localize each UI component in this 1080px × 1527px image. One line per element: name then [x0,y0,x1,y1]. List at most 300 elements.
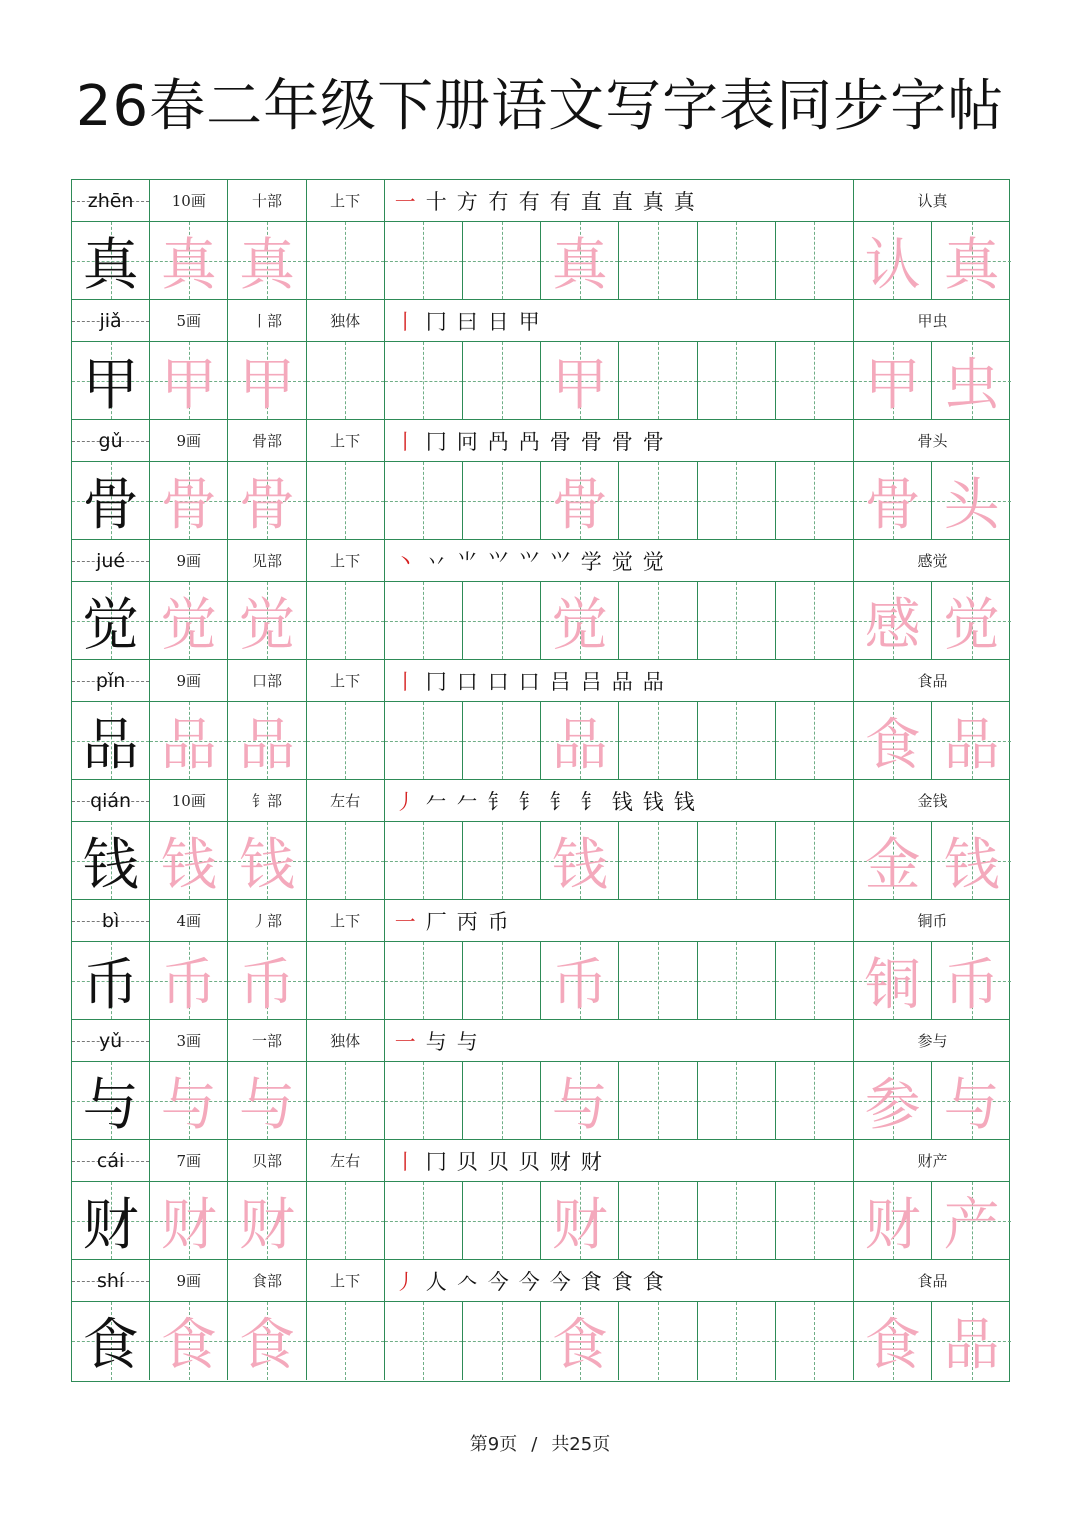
info-row [72,1260,1009,1302]
practice-box [619,582,697,659]
word-cell [854,1020,1011,1061]
trace-char: 真 [943,232,1000,298]
trace-char: 骨 [160,472,217,538]
practice-box [385,342,463,419]
practice-box [463,702,541,779]
structure-cell [307,1140,385,1181]
practice-box [307,342,385,419]
practice-box [463,582,541,659]
model-char: 觉 [82,592,139,658]
info-row [72,420,1009,462]
practice-box [307,942,385,1019]
pinyin-cell [72,300,150,341]
word-cell-text: 食品 [917,1272,948,1290]
stroke-count-cell [150,780,228,821]
trace-char-box [150,1062,228,1139]
stroke-step: 真 [673,189,695,214]
trace-word-box [854,1182,932,1259]
trace-char-box [150,942,228,1019]
stroke-step: 钱 [611,789,633,814]
trace-char: 财 [238,1192,295,1258]
word-cell [854,780,1011,821]
trace-char-box [228,942,306,1019]
trace-char-box [228,1182,306,1259]
trace-char-box [150,462,228,539]
stroke-step: 吕 [549,669,571,694]
stroke-step: 口 [456,669,478,694]
radical-cell [228,1260,306,1301]
structure-cell [307,420,385,461]
radical-cell-text: 口部 [251,672,282,690]
radical-cell-text: 一部 [251,1032,282,1050]
model-char-box [72,1062,150,1139]
stroke-count-cell-text: 9画 [176,432,202,450]
stroke-step: 品 [642,669,664,694]
word-cell-text: 财产 [917,1152,948,1170]
trace-word-box [932,1062,1011,1139]
word-cell [854,300,1011,341]
stroke-step: 食 [611,1269,633,1294]
model-char-box [72,942,150,1019]
practice-box [307,1182,385,1259]
trace-char: 虫 [943,352,1000,418]
stroke-step: 今 [518,1269,540,1294]
structure-cell-text: 左右 [330,792,361,810]
stroke-step: 丨 [394,1149,416,1174]
trace-char: 真 [238,232,295,298]
word-cell [854,1260,1011,1301]
trace-char: 甲 [864,352,921,418]
trace-char: 骨 [864,472,921,538]
word-cell-text: 甲虫 [917,312,948,330]
pinyin-cell-text: cái [96,1149,125,1172]
trace-word-box [854,702,932,779]
radical-cell-text: 见部 [251,552,282,570]
practice-box [463,822,541,899]
model-char-box [72,582,150,659]
pinyin-cell-text: gǔ [98,429,123,452]
stroke-step: 丶 [394,549,416,574]
word-cell [854,1140,1011,1181]
stroke-step: 觉 [611,549,633,574]
stroke-count-cell-text: 5画 [176,312,202,330]
stroke-count-cell-text: 3画 [176,1032,202,1050]
trace-char: 钱 [943,832,1000,898]
trace-char: 食 [238,1313,295,1378]
practice-box [385,822,463,899]
practice-box [307,462,385,539]
trace-char-box [228,822,306,899]
stroke-step: 钱 [673,789,695,814]
stroke-count-cell [150,1140,228,1181]
stroke-count-cell [150,900,228,941]
structure-cell [307,300,385,341]
trace-word-box [932,702,1011,779]
model-char: 真 [82,232,139,298]
page-footer [0,1430,1080,1456]
pinyin-cell [72,420,150,461]
trace-char-box [228,342,306,419]
model-char: 财 [82,1192,139,1258]
trace-word-box [854,462,932,539]
pinyin-cell [72,540,150,581]
radical-cell-text: 丿部 [251,912,282,930]
structure-cell-text: 上下 [330,1272,361,1290]
practice-box [698,462,776,539]
practice-box [776,462,854,539]
stroke-step: 厂 [425,909,447,934]
trace-char: 认 [864,232,921,298]
stroke-step: 𠆢 [456,1269,478,1294]
radical-cell [228,180,306,221]
stroke-order-cell [385,300,854,341]
pinyin-cell-text: bì [101,909,120,932]
stroke-count-cell [150,180,228,221]
stroke-step: 财 [549,1149,571,1174]
trace-char: 品 [943,1313,1000,1378]
practice-box [776,702,854,779]
radical-cell [228,540,306,581]
stroke-order-cell [385,180,854,221]
pinyin-cell [72,1140,150,1181]
structure-cell-text: 上下 [330,432,361,450]
practice-box [619,1062,697,1139]
pinyin-cell [72,1260,150,1301]
trace-word-box [854,342,932,419]
stroke-step: 冎 [518,429,540,454]
model-char-box [72,222,150,299]
stroke-step: 骨 [580,429,602,454]
stroke-step: 钅 [549,789,571,814]
stroke-count-cell-text: 10画 [171,792,206,810]
practice-row [72,822,1009,900]
trace-char-box [541,342,619,419]
word-cell-text: 感觉 [917,552,948,570]
pinyin-cell-text: shí [96,1269,125,1292]
practice-box [698,582,776,659]
practice-box [385,1182,463,1259]
practice-box [619,822,697,899]
pinyin-cell-text: zhēn [87,189,134,212]
info-row [72,1140,1009,1182]
stroke-order-cell [385,1020,854,1061]
stroke-step: 直 [611,189,633,214]
trace-char-box [541,582,619,659]
stroke-step: 吕 [580,669,602,694]
stroke-count-cell-text: 10画 [171,192,206,210]
trace-char-box [228,582,306,659]
word-cell-text: 认真 [917,192,948,210]
trace-word-box [854,822,932,899]
radical-cell-text: 贝部 [251,1152,282,1170]
stroke-step: 十 [425,189,447,214]
stroke-step: 方 [456,189,478,214]
trace-char-box [228,1062,306,1139]
stroke-step: 冎 [487,429,509,454]
practice-box [619,342,697,419]
trace-char-box [150,1182,228,1259]
trace-char-box [150,582,228,659]
practice-box [463,1182,541,1259]
stroke-step: 𠂉 [425,789,447,814]
practice-box [385,582,463,659]
stroke-step: ⺌ [456,549,478,574]
stroke-count-cell-text: 4画 [176,912,202,930]
info-row [72,1020,1009,1062]
trace-char: 财 [160,1192,217,1258]
trace-char: 钱 [551,832,608,898]
trace-word-box [854,222,932,299]
practice-box [698,822,776,899]
model-char-box [72,342,150,419]
radical-cell-text: 食部 [251,1272,282,1290]
stroke-step: ⺍ [518,549,540,574]
trace-char: 觉 [238,592,295,658]
stroke-step: 甲 [518,309,540,334]
trace-char: 甲 [551,352,608,418]
stroke-count-cell [150,300,228,341]
practice-box [698,702,776,779]
practice-box [698,342,776,419]
stroke-step: 一 [394,909,416,934]
practice-box [776,1062,854,1139]
practice-box [776,1182,854,1259]
practice-box [307,582,385,659]
model-char-box [72,822,150,899]
structure-cell-text: 上下 [330,552,361,570]
trace-word-box [854,582,932,659]
trace-word-box [932,222,1011,299]
structure-cell [307,780,385,821]
stroke-step: 骨 [611,429,633,454]
trace-char: 品 [238,712,295,778]
trace-char: 感 [864,592,921,658]
stroke-step: 冇 [487,189,509,214]
pinyin-cell-text: pǐn [95,669,126,692]
page-separator: / [531,1434,538,1455]
trace-char-box [228,462,306,539]
trace-word-box [932,1302,1011,1380]
practice-box [463,942,541,1019]
practice-box [385,702,463,779]
stroke-step: 丿 [394,1269,416,1294]
stroke-step: 日 [487,309,509,334]
practice-box [385,462,463,539]
stroke-order-cell [385,900,854,941]
trace-char: 参 [864,1072,921,1138]
pinyin-cell [72,660,150,701]
practice-box [463,1302,541,1380]
trace-char: 甲 [238,352,295,418]
stroke-step: 觉 [642,549,664,574]
trace-char: 币 [238,952,295,1018]
radical-cell-text: 钅部 [251,792,282,810]
practice-box [698,1182,776,1259]
info-row [72,540,1009,582]
word-cell-text: 铜币 [917,912,948,930]
trace-word-box [932,1182,1011,1259]
stroke-order-cell [385,1260,854,1301]
word-cell [854,540,1011,581]
info-row [72,180,1009,222]
trace-char: 与 [943,1072,1000,1138]
page-number: 第9页 [469,1434,518,1455]
trace-char: 财 [864,1192,921,1258]
trace-char: 与 [238,1072,295,1138]
stroke-count-cell-text: 9画 [176,1272,202,1290]
stroke-step: 与 [425,1029,447,1054]
practice-box [307,1302,385,1380]
radical-cell [228,900,306,941]
trace-char-box [150,822,228,899]
radical-cell [228,1140,306,1181]
stroke-step: 与 [456,1029,478,1054]
radical-cell-text: 骨部 [251,432,282,450]
word-cell-text: 参与 [917,1032,948,1050]
pinyin-cell-text: jiǎ [99,309,122,332]
stroke-step: 一 [394,189,416,214]
stroke-step: 丷 [425,549,447,574]
stroke-step: 人 [425,1269,447,1294]
model-char: 品 [82,712,139,778]
stroke-step: 丨 [394,309,416,334]
trace-char: 品 [160,712,217,778]
trace-char: 币 [943,952,1000,1018]
word-cell [854,900,1011,941]
stroke-step: 𠂉 [456,789,478,814]
trace-char-box [541,1182,619,1259]
trace-word-box [932,942,1011,1019]
practice-box [619,942,697,1019]
trace-char: 钱 [160,832,217,898]
pinyin-cell-text: jué [96,549,126,572]
word-cell-text: 骨头 [917,432,948,450]
stroke-step: 丿 [394,789,416,814]
radical-cell [228,300,306,341]
model-char-box [72,462,150,539]
trace-char: 铜 [864,952,921,1018]
trace-char: 骨 [238,472,295,538]
trace-char: 币 [160,952,217,1018]
trace-char: 真 [160,232,217,298]
trace-char-box [150,1302,228,1380]
stroke-step: 口 [518,669,540,694]
stroke-count-cell-text: 7画 [176,1152,202,1170]
structure-cell-text: 上下 [330,672,361,690]
radical-cell [228,780,306,821]
practice-box [698,1062,776,1139]
practice-box [776,582,854,659]
trace-char-box [541,462,619,539]
word-cell-text: 食品 [917,672,948,690]
structure-cell-text: 上下 [330,192,361,210]
trace-word-box [854,1302,932,1380]
trace-word-box [932,462,1011,539]
practice-box [463,222,541,299]
trace-char: 觉 [943,592,1000,658]
practice-box [619,1182,697,1259]
word-cell [854,420,1011,461]
pinyin-cell [72,1020,150,1061]
practice-box [385,222,463,299]
practice-box [619,1302,697,1380]
practice-box [307,702,385,779]
model-char: 币 [82,952,139,1018]
practice-box [776,342,854,419]
trace-char-box [228,1302,306,1380]
model-char: 骨 [82,472,139,538]
stroke-step: 钅 [518,789,540,814]
info-row [72,300,1009,342]
practice-row [72,942,1009,1020]
word-cell [854,660,1011,701]
stroke-step: 钅 [580,789,602,814]
stroke-step: 品 [611,669,633,694]
practice-row [72,342,1009,420]
stroke-count-cell [150,1260,228,1301]
model-char-box [72,702,150,779]
stroke-step: 币 [487,909,509,934]
trace-char: 食 [864,1313,921,1378]
word-cell [854,180,1011,221]
stroke-step: 一 [394,1029,416,1054]
pinyin-cell-text: yǔ [98,1029,123,1052]
trace-word-box [932,342,1011,419]
trace-char-box [541,942,619,1019]
practice-box [385,1062,463,1139]
trace-word-box [854,942,932,1019]
radical-cell [228,660,306,701]
stroke-count-cell-text: 9画 [176,672,202,690]
stroke-step: 有 [549,189,571,214]
model-char: 与 [82,1072,139,1138]
stroke-count-cell [150,420,228,461]
trace-char: 与 [160,1072,217,1138]
stroke-count-cell [150,1020,228,1061]
stroke-step: 丨 [394,669,416,694]
radical-cell-text: 丨部 [251,312,282,330]
structure-cell-text: 独体 [330,312,361,330]
practice-box [619,222,697,299]
stroke-order-cell [385,660,854,701]
stroke-step: 丨 [394,429,416,454]
practice-box [698,942,776,1019]
stroke-order-cell [385,780,854,821]
trace-char-box [150,342,228,419]
structure-cell [307,660,385,701]
structure-cell-text: 独体 [330,1032,361,1050]
stroke-step: ⺍ [487,549,509,574]
stroke-step: 骨 [549,429,571,454]
trace-char: 觉 [551,592,608,658]
stroke-count-cell [150,540,228,581]
trace-char: 食 [160,1313,217,1378]
info-row [72,780,1009,822]
trace-char-box [541,222,619,299]
practice-box [307,822,385,899]
trace-word-box [932,822,1011,899]
trace-char-box [150,702,228,779]
model-char-box [72,1182,150,1259]
stroke-step: 钱 [642,789,664,814]
stroke-order-cell [385,540,854,581]
trace-word-box [854,1062,932,1139]
stroke-order-cell [385,420,854,461]
stroke-step: 食 [580,1269,602,1294]
model-char: 钱 [82,832,139,898]
stroke-step: 冋 [456,429,478,454]
stroke-step: 今 [487,1269,509,1294]
